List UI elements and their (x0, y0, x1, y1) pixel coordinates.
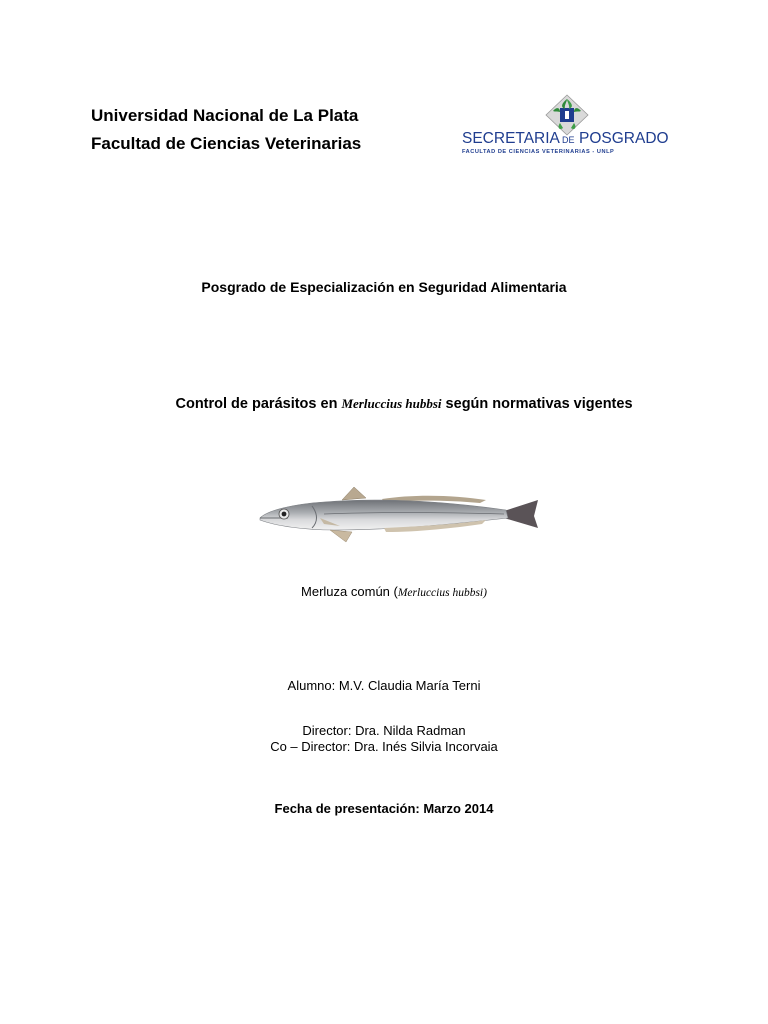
program-name: Posgrado de Especialización en Seguridad Alimentaria (201, 279, 567, 295)
secretaria-posgrado-logo (456, 93, 678, 157)
institution-header (91, 102, 361, 158)
document-title (20, 396, 768, 412)
director-line: Director: Dra. Nilda Radman (302, 723, 466, 738)
university-name: Universidad Nacional de La Plata (91, 106, 359, 125)
co-director-line: Co – Director: Dra. Inés Silvia Incorvaia (270, 739, 498, 754)
caption-before: Merluza común ( (301, 584, 398, 599)
fish-image (254, 478, 546, 554)
director-block (0, 723, 768, 755)
student-line: Alumno: M.V. Claudia María Terni (287, 678, 481, 693)
logo-text-secretaria: SECRETARIA (462, 130, 560, 147)
caption-species: Merluccius hubbsi) (397, 587, 487, 599)
title-species: Merluccius hubbsi (341, 396, 442, 411)
presentation-date: Fecha de presentación: Marzo 2014 (274, 801, 494, 816)
faculty-name: Facultad de Ciencias Veterinarias (91, 134, 362, 153)
logo-text-posgrado: POSGRADO (579, 130, 669, 147)
figure-caption (10, 584, 768, 599)
title-after: según normativas vigentes (441, 396, 633, 412)
title-before: Control de parásitos en (175, 396, 342, 412)
logo-subtitle: FACULTAD DE CIENCIAS VETERINARIAS - UNLP (462, 149, 615, 155)
logo-text-de: DE (562, 135, 575, 145)
logo-emblem-icon (546, 95, 588, 135)
